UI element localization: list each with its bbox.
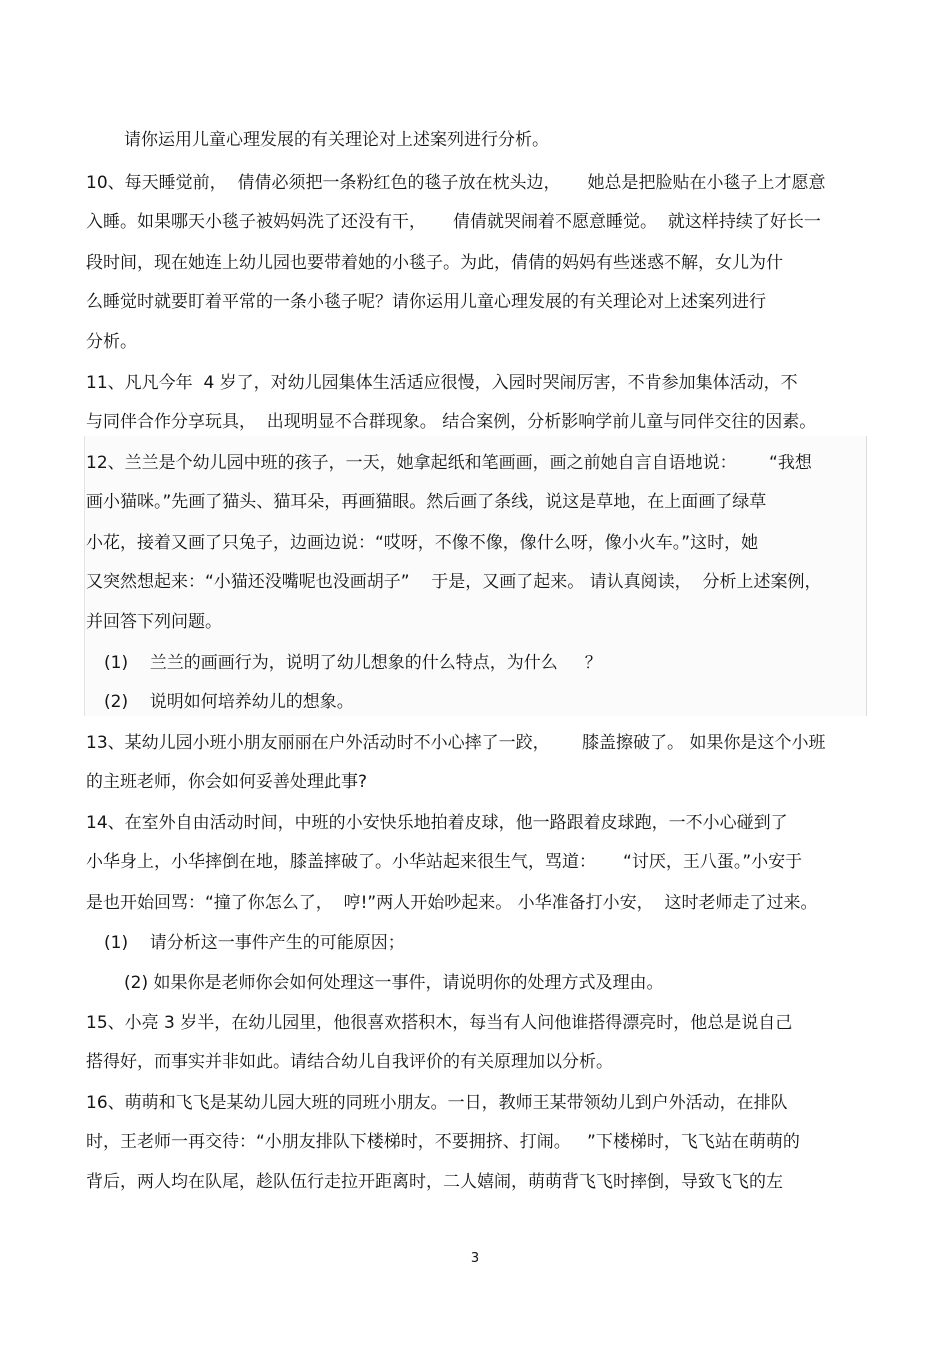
question-item: (1) 请分析这一事件产生的可能原因；	[104, 933, 405, 953]
text-line: 的主班老师，你会如何妥善处理此事?	[86, 772, 368, 792]
text-line: 10、每天睡觉前， 倩倩必须把一条粉红色的毯子放在枕头边， 她总是把脸贴在小毯子上才愿意	[86, 173, 826, 193]
text-line: 与同伴合作分享玩具， 出现明显不合群现象。 结合案例，分析影响学前儿童与同伴交往的因素。	[86, 412, 817, 432]
text-line: 13、某幼儿园小班小朋友丽丽在户外活动时不小心摔了一跤， 膝盖擦破了。 如果你是这个小班	[86, 733, 826, 753]
text-line: 分析。	[86, 332, 137, 352]
question-item: (2) 如果你是老师你会如何处理这一事件，请说明你的处理方式及理由。	[124, 973, 664, 993]
text-line: 搭得好，而事实并非如此。请结合幼儿自我评价的有关原理加以分析。	[86, 1052, 613, 1072]
text-line: 14、在室外自由活动时间，中班的小安快乐地拍着皮球，他一路跟着皮球跑，一不小心碰到了	[86, 813, 788, 833]
question-item: (2) 说明如何培养幼儿的想象。	[104, 692, 354, 712]
text-line: 小花，接着又画了只兔子，边画边说：“哎呀，不像不像，像什么呀，像小火车。”这时，她	[86, 533, 759, 553]
text-line: 16、萌萌和飞飞是某幼儿园大班的同班小朋友。一日，教师王某带领幼儿到户外活动，在排队	[86, 1093, 788, 1113]
text-line: 11、凡凡今年 4 岁了，对幼儿园集体生活适应很慢，入园时哭闹厉害，不肯参加集体活动，不	[86, 373, 798, 393]
text-line: 请你运用儿童心理发展的有关理论对上述案列进行分析。	[124, 130, 549, 150]
question-item: (1) 兰兰的画画行为，说明了幼儿想象的什么特点，为什么 ？	[104, 653, 602, 673]
text-line: 15、小亮 3 岁半，在幼儿园里，他很喜欢搭积木，每当有人问他谁搭得漂亮时，他总是说自己	[86, 1013, 793, 1033]
text-line: 入睡。如果哪天小毯子被妈妈洗了还没有干， 倩倩就哭闹着不愿意睡觉。 就这样持续了好长一	[86, 212, 821, 232]
text-line: 背后，两人均在队尾，趁队伍行走拉开距离时，二人嬉闹，萌萌背飞飞时摔倒，导致飞飞的左	[86, 1172, 783, 1192]
text-line: 并回答下列问题。	[86, 612, 222, 632]
text-line: 12、兰兰是个幼儿园中班的孩子，一天，她拿起纸和笔画画，画之前她自言自语地说： “我想	[86, 453, 812, 473]
text-line: 时，王老师一再交待：“小朋友排队下楼梯时，不要拥挤、打闹。 ”下楼梯时，飞飞站在萌萌的	[86, 1132, 800, 1152]
text-line: 小华身上，小华摔倒在地，膝盖摔破了。小华站起来很生气，骂道： “讨厌，王八蛋。”小安于	[86, 852, 803, 872]
text-line: 画小猫咪。”先画了猫头、猫耳朵，再画猫眼。然后画了条线，说这是草地，在上面画了绿草	[86, 492, 767, 512]
page-number: 3	[470, 1251, 480, 1266]
text-line: 是也开始回骂：“撞了你怎么了， 哼!”两人开始吵起来。 小华准备打小安， 这时老师走了过来。	[86, 893, 818, 913]
text-line: 又突然想起来：“小猫还没嘴呢也没画胡子” 于是，又画了起来。 请认真阅读， 分析上述案例，	[86, 572, 822, 592]
text-line: 么睡觉时就要盯着平常的一条小毯子呢？请你运用儿童心理发展的有关理论对上述案列进行	[86, 292, 766, 312]
text-line: 段时间，现在她连上幼儿园也要带着她的小毯子。为此，倩倩的妈妈有些迷惑不解，女儿为什	[86, 253, 783, 273]
